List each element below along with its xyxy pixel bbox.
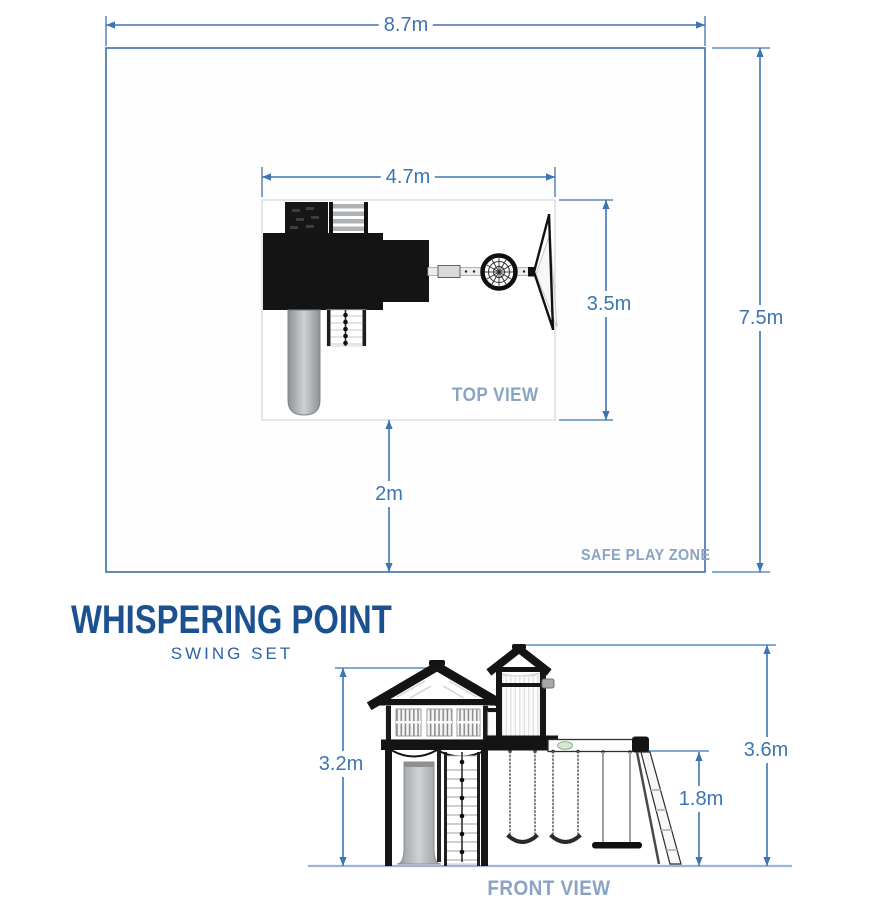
crows-nest [486, 644, 558, 751]
safe-play-zone-label: SAFE PLAY ZONE [581, 547, 711, 564]
front-view-label: FRONT VIEW [487, 877, 611, 900]
web-swing-top [482, 256, 516, 289]
product-subtitle: SWING SET [170, 644, 294, 663]
top-view-label: TOP VIEW [452, 385, 539, 406]
slide-front [397, 762, 441, 864]
brand-badge [558, 742, 573, 750]
ladder-top [329, 202, 368, 233]
climbing-wall-top [285, 202, 328, 233]
rope-ladder-top [327, 310, 366, 346]
playset-front-view [373, 644, 681, 866]
web-swing-front [592, 752, 642, 849]
slide-top [288, 310, 320, 415]
belt-swing-1 [508, 751, 538, 842]
telescope [542, 679, 554, 688]
clearance-label: 2m [370, 481, 408, 507]
zone-width-label: 8.7m [379, 12, 433, 38]
product-title: WHISPERING POINT [71, 598, 392, 642]
overall-height-label: 3.6m [739, 737, 793, 763]
tower-height-label: 3.2m [314, 751, 368, 777]
zone-depth-label: 7.5m [734, 305, 788, 331]
roof-top [263, 233, 429, 310]
windows [396, 709, 480, 736]
set-width-label: 4.7m [381, 164, 435, 190]
main-tower [373, 660, 501, 866]
belt-swing-2 [551, 751, 581, 842]
set-depth-label: 3.5m [582, 291, 636, 317]
beam-height-label: 1.8m [674, 786, 728, 812]
